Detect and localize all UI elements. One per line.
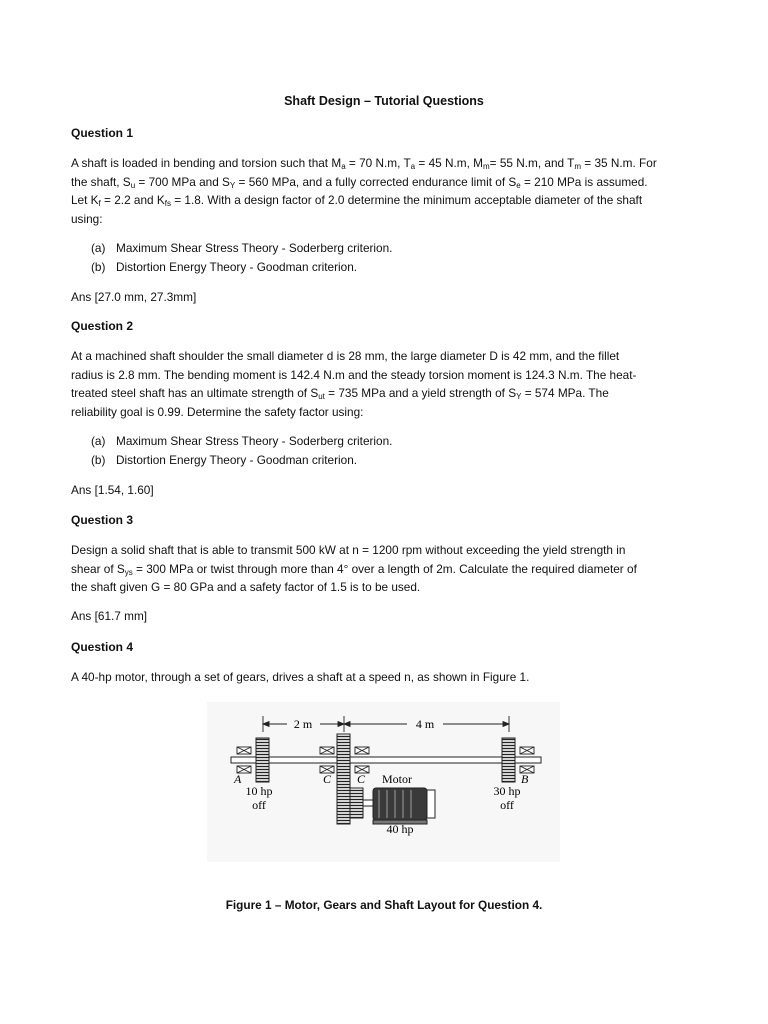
shaft xyxy=(231,757,541,763)
figure-caption: Figure 1 – Motor, Gears and Shaft Layout for Question 4. xyxy=(225,898,543,912)
question-2-answer: Ans [1.54, 1.60] xyxy=(71,483,154,497)
motor xyxy=(363,788,435,824)
question-1-heading: Question 1 xyxy=(71,126,134,140)
label-left-off: off xyxy=(252,798,266,812)
question-2-option-b: (b) Distortion Energy Theory - Goodman criterion. xyxy=(91,453,358,467)
question-3-text: Design a solid shaft that is able to transmit 500 kW at n = 1200 rpm without exceeding the yield strength in shear of $S_{ys} = 300$ MPa or twist through more than 4° over a length of 2m. Calculate the required diameter of the shaft given G = 80 GPa and a safety factor of 1.5 is to be used. xyxy=(71,543,637,595)
dimension-left-label: 2 m xyxy=(293,717,313,731)
label-b: B xyxy=(521,772,529,786)
gear-b xyxy=(502,738,515,782)
question-1-text: A shaft is loaded in bending and torsion such that $M_a = 70$ N.m, $T_a = 45$ N.m, $M_m= 55$ N.m, and $T_m = 35$ N.m. For the shaft, $S_u = 700$ MPa and $S_Y = 560$ MPa, and a fully corrected endurance limit of $S_e = 210$ MPa is assumed. Let $K_f = 2.2$ and $K_{fs} = 1.8$. With a design factor of 2.0 determine the minimum acceptable diameter of the shaft using: xyxy=(71,156,657,226)
label-motor-power: 40 hp xyxy=(386,822,414,836)
label-right-off: off xyxy=(500,798,514,812)
question-1-answer: Ans [27.0 mm, 27.3mm] xyxy=(71,290,197,304)
dimension-right-label: 4 m xyxy=(415,717,435,731)
label-motor: Motor xyxy=(382,772,412,786)
motor-pinion xyxy=(350,788,363,818)
question-1-option-a: (a) Maximum Shear Stress Theory - Soderberg criterion. xyxy=(91,241,393,255)
question-2-option-a: (a) Maximum Shear Stress Theory - Soderberg criterion. xyxy=(91,434,393,448)
gear-a xyxy=(256,738,269,782)
gear-c xyxy=(337,734,350,824)
question-1-option-b: (b) Distortion Energy Theory - Goodman criterion. xyxy=(91,260,358,274)
document-title: Shaft Design – Tutorial Questions xyxy=(284,94,484,108)
label-c-right: C xyxy=(357,772,366,786)
label-right-power: 30 hp xyxy=(493,784,521,798)
question-2-heading: Question 2 xyxy=(71,319,134,333)
question-4-heading: Question 4 xyxy=(71,640,134,654)
label-a: A xyxy=(234,772,242,786)
question-3-heading: Question 3 xyxy=(71,513,134,527)
shaft-layout-figure xyxy=(207,702,560,862)
question-2-text: At a machined shaft shoulder the small diameter d is 28 mm, the large diameter D is 42 mm, and the fillet radius is 2.8 mm. The bending moment is 142.4 N.m and the steady torsion moment is 124.3 N.m. The heat- treated steel shaft has an ultimate strength of $S_{ut} = 735$ MPa and a yield strength of $S_Y = 574$ MPa. The reliability goal is 0.99. Determine the safety factor using: xyxy=(71,349,637,419)
question-4-text: A 40-hp motor, through a set of gears, drives a shaft at a speed n, as shown in Figure 1. xyxy=(71,670,530,684)
label-left-power: 10 hp xyxy=(245,784,273,798)
label-c-left: C xyxy=(323,772,332,786)
question-3-answer: Ans [61.7 mm] xyxy=(71,609,148,623)
